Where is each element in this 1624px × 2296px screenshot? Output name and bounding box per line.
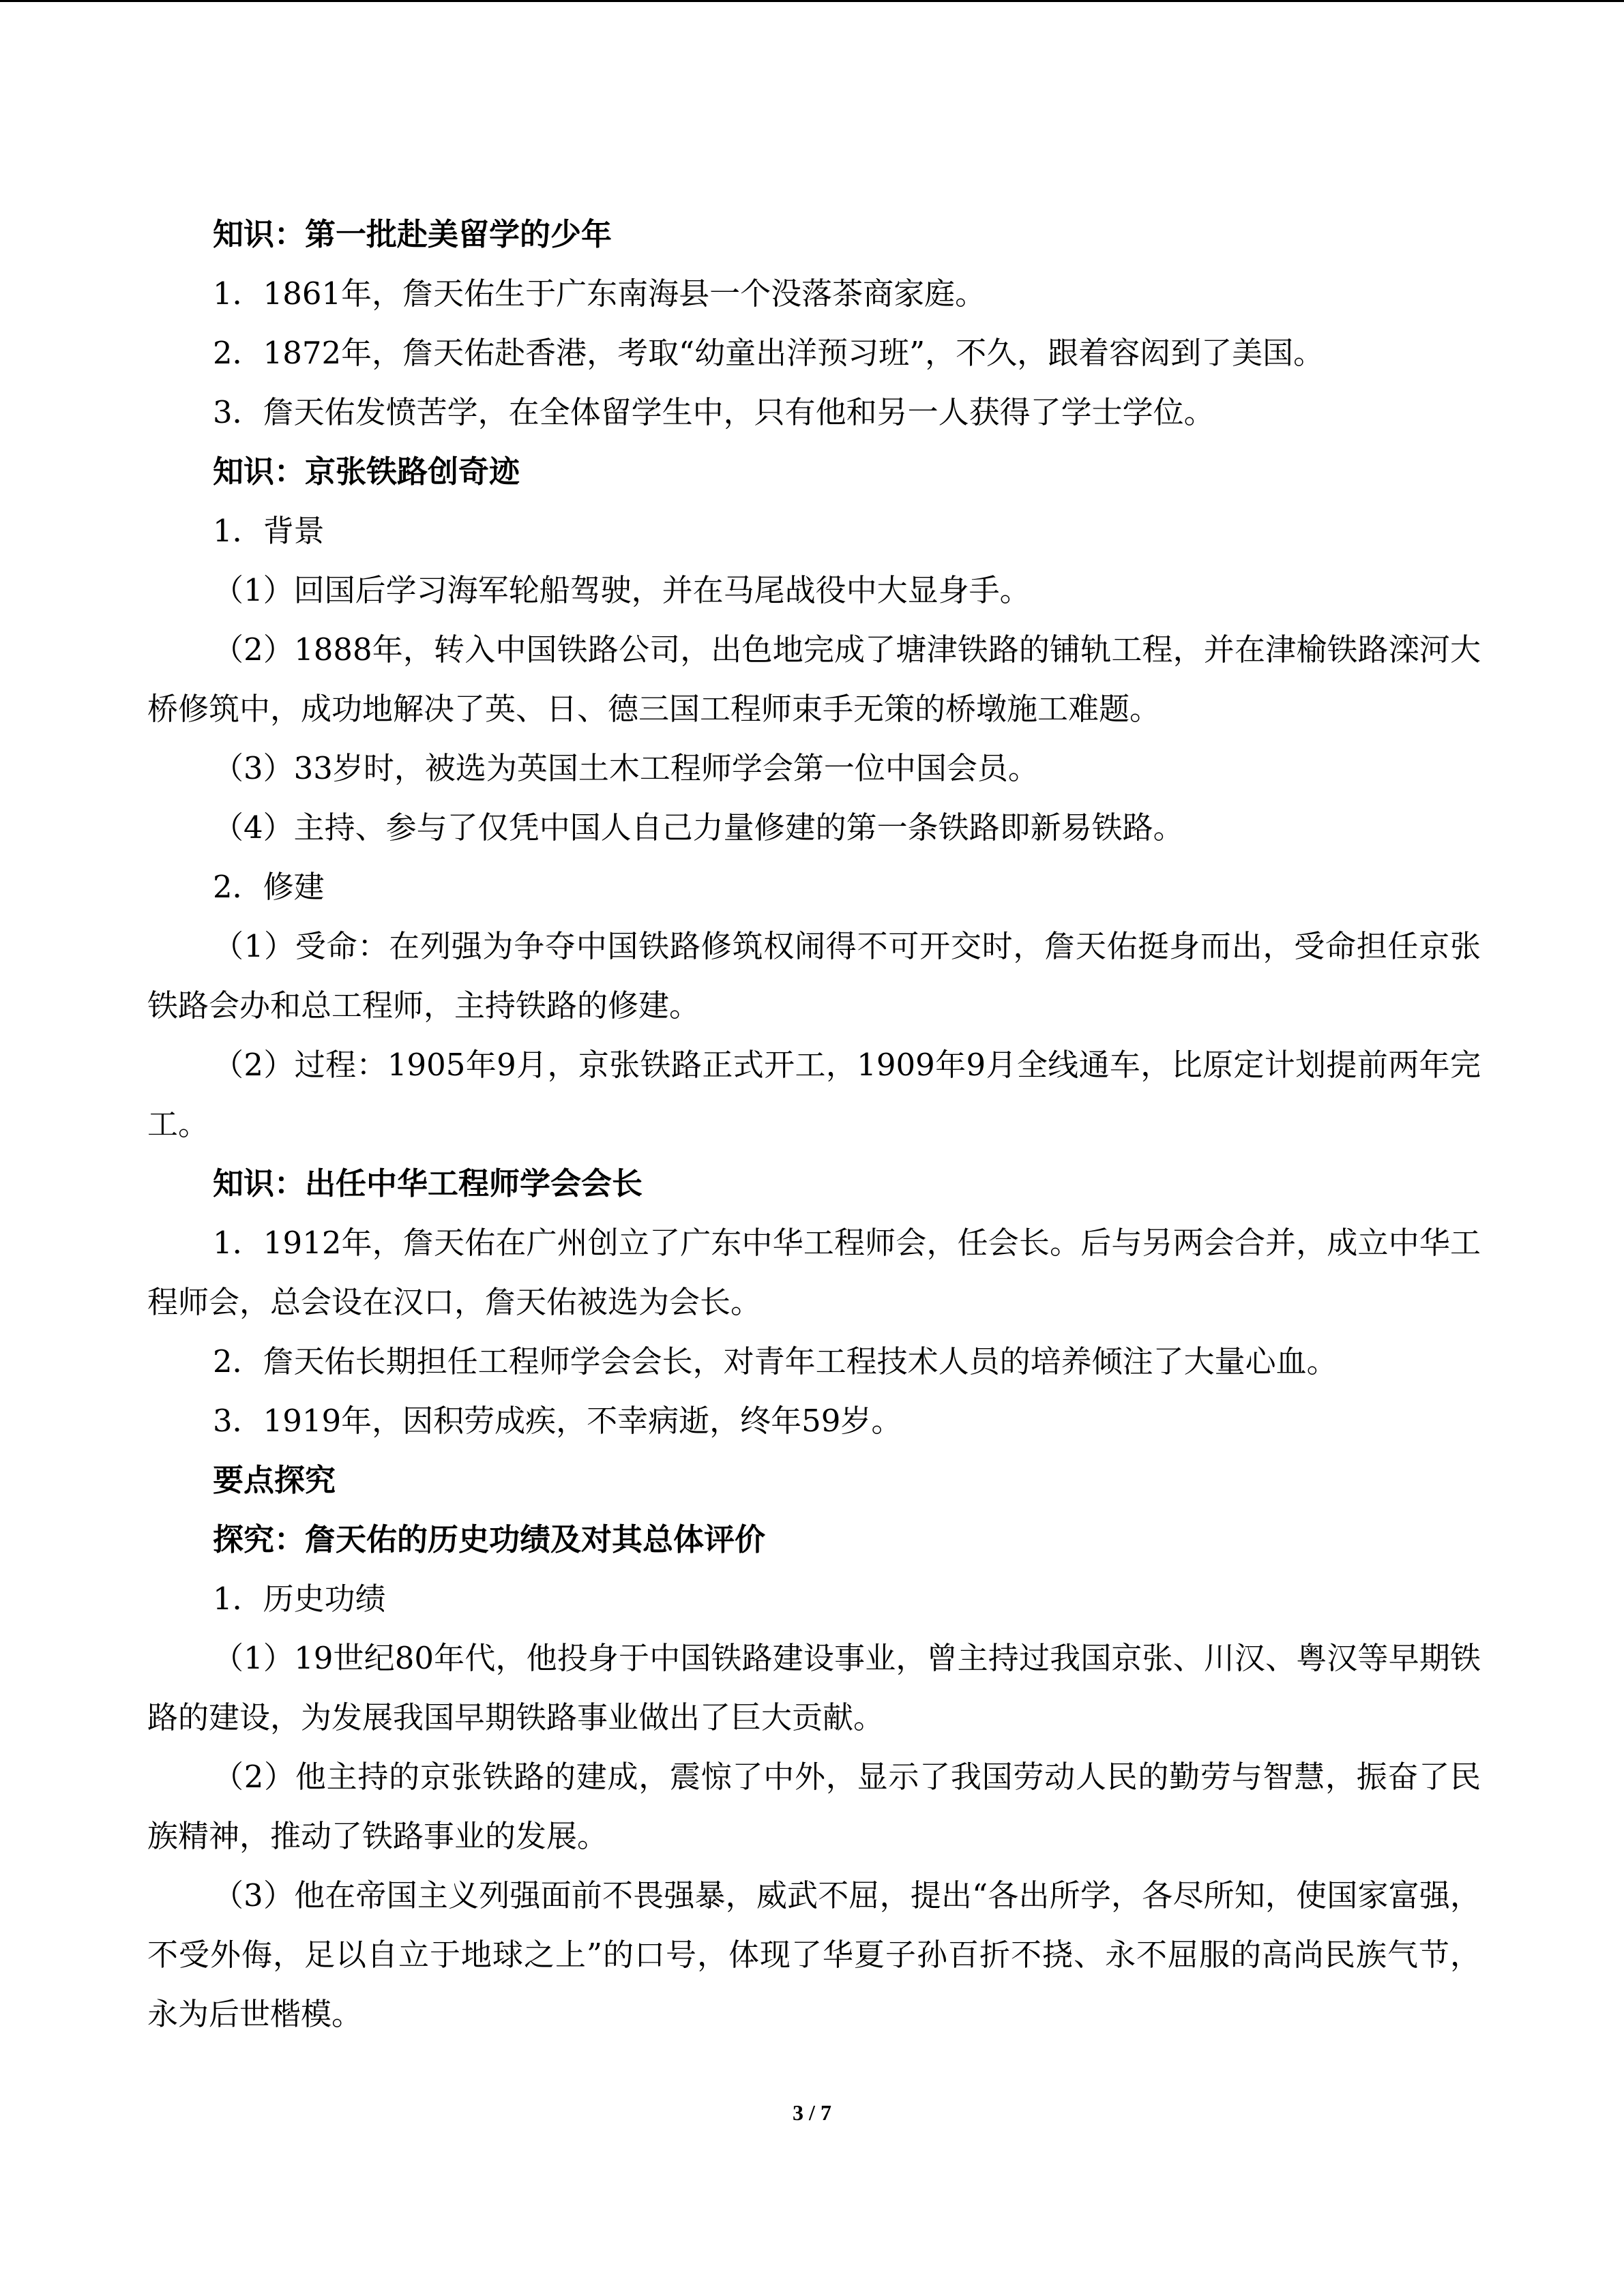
paragraph: （2）1888年，转入中国铁路公司，出色地完成了塘津铁路的铺轨工程，并在津榆铁路滦河大桥修筑中，成功地解决了英、日、德三国工程师束手无策的桥墩施工难题。 [147,631,1481,727]
paragraph: （2）过程：1905年9月，京张铁路正式开工，1909年9月全线通车，比原定计划提前两年完工。 [147,1047,1481,1142]
paragraph: 1．背景 [213,513,325,549]
paragraph: （1）受命：在列强为争夺中国铁路修筑权闹得不可开交时，詹天佑挺身而出，受命担任京张铁路会办和总工程师，主持铁路的修建。 [147,928,1481,1024]
page-number: 3 / 7 [793,2100,831,2125]
top-border-line [0,0,1624,2]
paragraph: （1）19世纪80年代，他投身于中国铁路建设事业，曾主持过我国京张、川汉、粤汉等早期铁路的建设，为发展我国早期铁路事业做出了巨大贡献。 [147,1640,1481,1735]
paragraph: （3）他在帝国主义列强面前不畏强暴，威武不屈，提出“各出所学，各尽所知，使国家富强，不受外侮，足以自立于地球之上”的口号，体现了华夏子孙百折不挠、永不屈服的高尚民族气节，永为后世楷模。 [147,1877,1481,2032]
paragraph: 1．1861年，詹天佑生于广东南海县一个没落茶商家庭。 [213,275,986,312]
paragraph: （4）主持、参与了仅凭中国人自己力量修建的第一条铁路即新易铁路。 [213,809,1184,846]
section-heading: 知识：出任中华工程师学会会长 [213,1165,643,1202]
paragraph: 1．历史功绩 [213,1581,386,1617]
paragraph: （1）回国后学习海军轮船驾驶，并在马尾战役中大显身手。 [213,572,1031,608]
section-heading: 要点探究 [213,1462,336,1498]
paragraph: 2．修建 [213,869,325,905]
section-heading: 探究：詹天佑的历史功绩及对其总体评价 [213,1521,766,1557]
section-heading: 知识：京张铁路创奇迹 [213,453,520,490]
paragraph: 3．1919年，因积劳成疾，不幸病逝，终年59岁。 [213,1403,902,1439]
paragraph: （2）他主持的京张铁路的建成，震惊了中外，显示了我国劳动人民的勤劳与智慧，振奋了民族精神，推动了铁路事业的发展。 [147,1759,1481,1854]
paragraph: 1．1912年，詹天佑在广州创立了广东中华工程师会，任会长。后与另两会合并，成立中华工程师会，总会设在汉口，詹天佑被选为会长。 [147,1225,1481,1320]
document-body [147,205,1481,2044]
paragraph: 2．1872年，詹天佑赴香港，考取“幼童出洋预习班”，不久，跟着容闳到了美国。 [213,335,1325,371]
paragraph: （3）33岁时，被选为英国土木工程师学会第一位中国会员。 [213,750,1039,786]
section-heading: 知识：第一批赴美留学的少年 [213,216,612,252]
paragraph: 2．詹天佑长期担任工程师学会会长，对青年工程技术人员的培养倾注了大量心血。 [213,1343,1338,1380]
paragraph: 3．詹天佑发愤苦学，在全体留学生中，只有他和另一人获得了学士学位。 [213,394,1215,430]
